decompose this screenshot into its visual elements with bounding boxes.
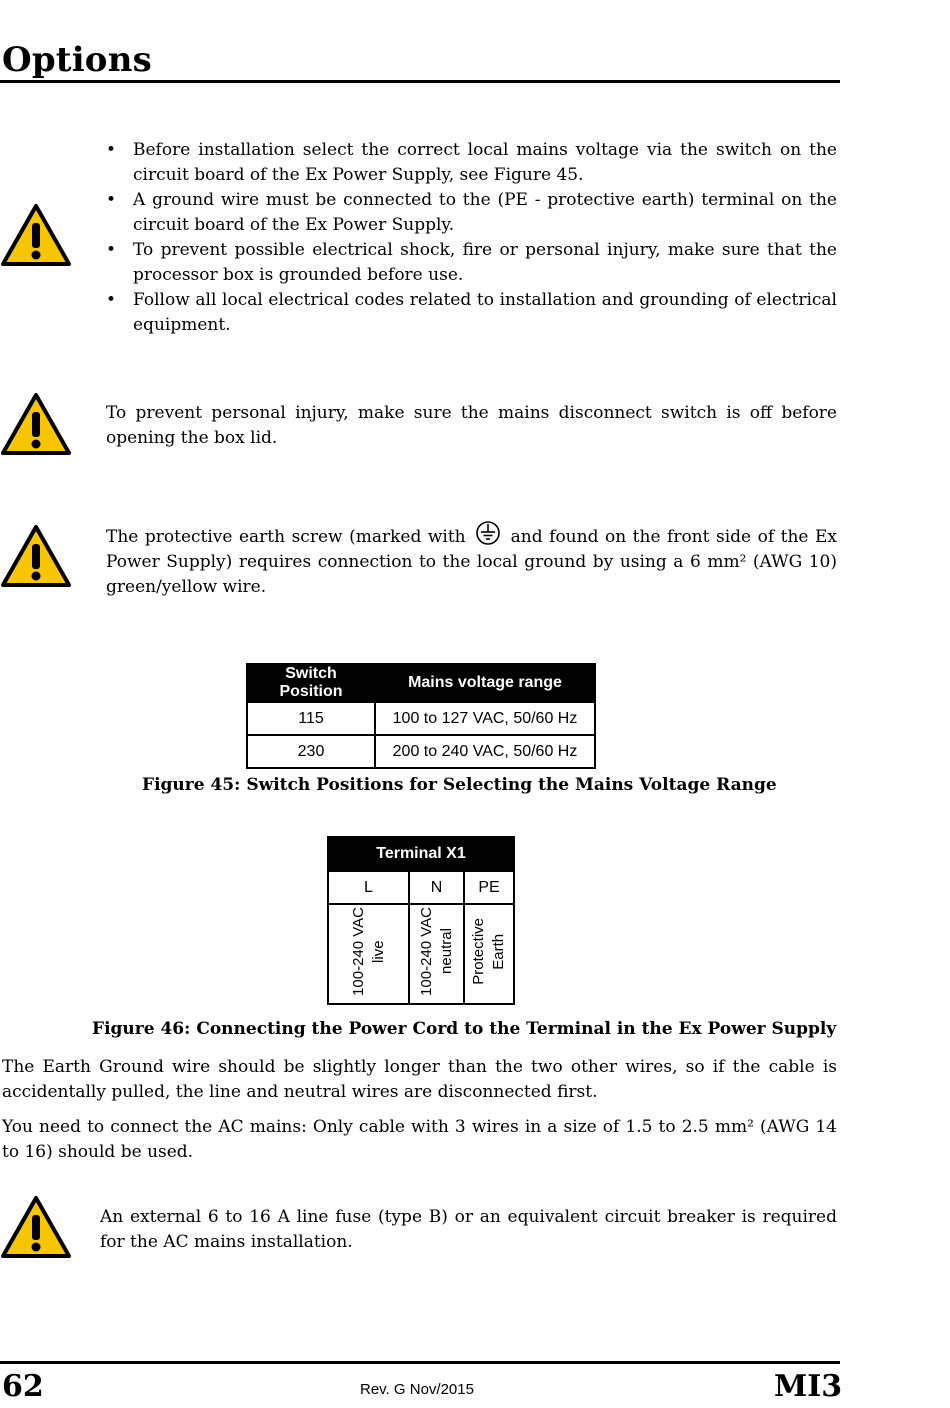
footer-rule [0,1361,840,1364]
terminal-desc-l [328,904,409,1004]
table-row [328,904,514,1004]
terminal-title: Terminal X1 [328,837,514,871]
column-header: Switch Position [247,664,375,702]
warning-triangle-icon [0,1195,72,1259]
body-paragraph: The Earth Ground wire should be slightly longer than the two other wires, so if the cable is accidentally pulled, the line and neutral wires are disconnected first. [2,1057,837,1102]
table-cell: 115 [247,702,375,735]
earth-text-before: The protective earth screw (marked with [106,527,466,547]
warning-triangle-icon [0,392,72,456]
list-item: • Before installation select the correct local mains voltage via the switch on the circuit board of the Ex Power Supply, see Figure 45. [104,138,837,188]
figure-46-caption: Figure 46: Connecting the Power Cord to the Terminal in the Ex Power Supply [92,1019,837,1039]
table-cell: 100 to 127 VAC, 50/60 Hz [375,702,595,735]
table-row [328,871,514,904]
earth-text-after: and found on the front side of the Ex Power Supply) requires connection to the local ground by using a 6 mm² (AWG 10) green/yellow wire. [106,527,837,597]
table-row [247,702,595,735]
warning-text-lid: To prevent personal injury, make sure the mains disconnect switch is off before opening the box lid. [106,403,837,448]
table-cell: 200 to 240 VAC, 50/60 Hz [375,735,595,768]
body-paragraph: You need to connect the AC mains: Only cable with 3 wires in a size of 1.5 to 2.5 mm² (AWG 14 to 16) should be used. [2,1117,837,1162]
warning-bullet-list [104,138,837,338]
protective-earth-icon [475,520,501,546]
header-rule [0,80,840,83]
switch-position-table [246,663,596,769]
figure-45-caption: Figure 45: Switch Positions for Selecting the Mains Voltage Range [142,775,777,795]
list-item: • A ground wire must be connected to the (PE - protective earth) terminal on the circuit board of the Ex Power Supply. [104,188,837,238]
warning-triangle-icon [0,203,72,267]
document-id: MI3 [774,1369,843,1404]
terminal-desc-pe [464,904,514,1004]
list-item: • To prevent possible electrical shock, fire or personal injury, make sure that the processor box is grounded before use. [104,238,837,288]
terminal-col-l: L [328,871,409,904]
warning-triangle-icon [0,524,72,588]
terminal-x1-table [327,836,515,1005]
table-cell: 230 [247,735,375,768]
list-item: • Follow all local electrical codes related to installation and grounding of electrical equipment. [104,288,837,338]
section-title: Options [2,40,152,80]
column-header: Mains voltage range [375,664,595,702]
revision-label: Rev. G Nov/2015 [360,1381,474,1398]
vertical-label: Protective Earth [470,918,507,985]
vertical-label: 100-240 VAC neutral [417,907,455,996]
warning-text-fuse: An external 6 to 16 A line fuse (type B) or an equivalent circuit breaker is required for the AC mains installation. [100,1207,837,1252]
terminal-desc-n [409,904,464,1004]
vertical-label: 100-240 VAC live [349,907,387,996]
page-number: 62 [2,1369,44,1404]
table-row [247,735,595,768]
terminal-col-pe: PE [464,871,514,904]
terminal-col-n: N [409,871,464,904]
warning-text-earth-screw [106,520,837,600]
